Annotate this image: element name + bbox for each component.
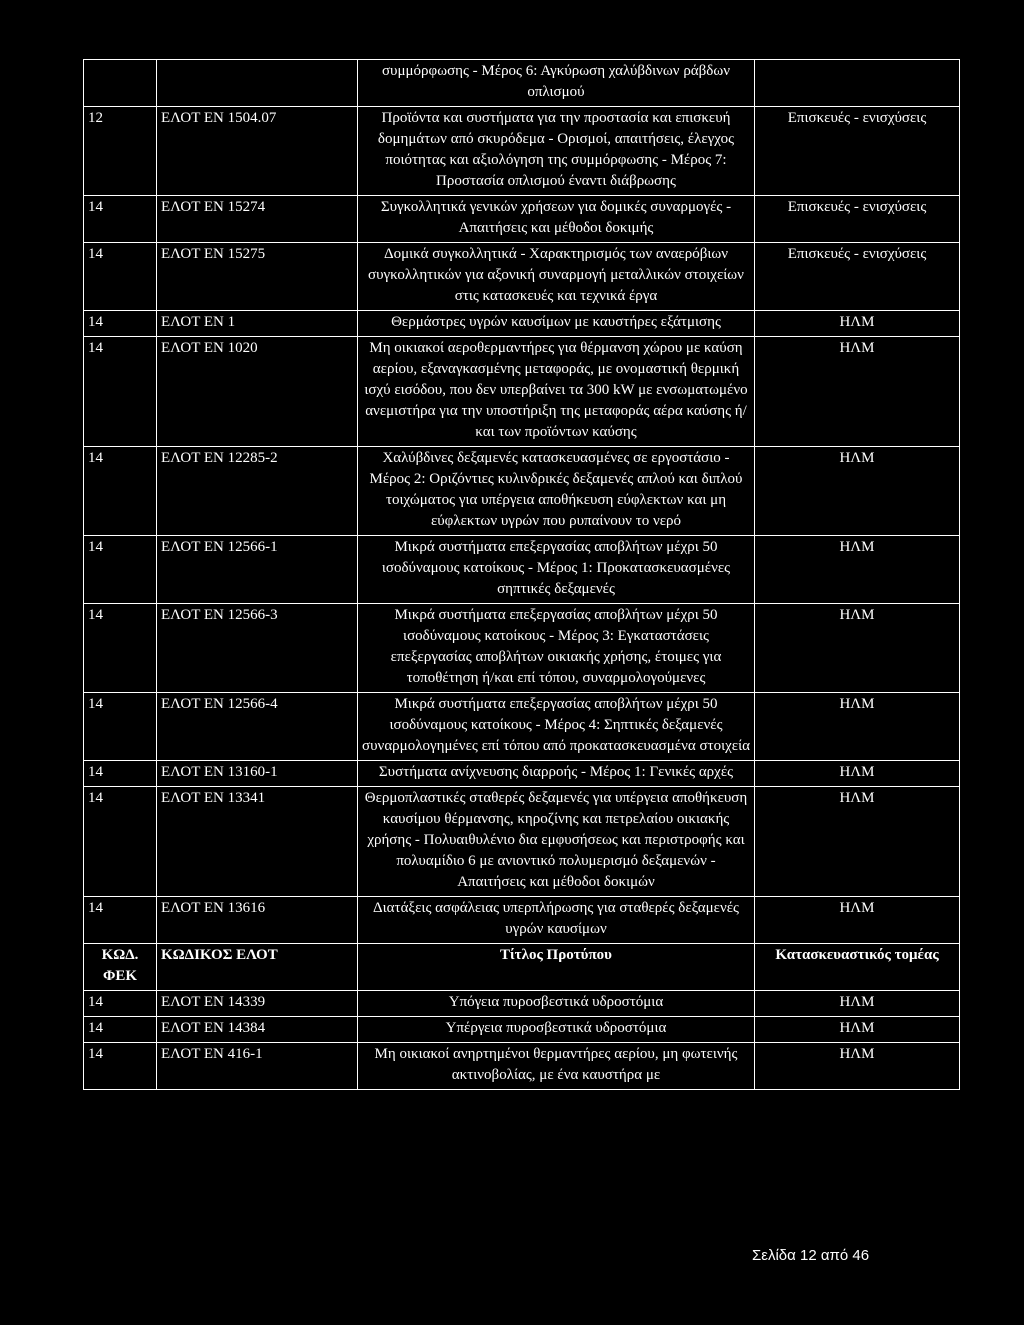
- sector-cell: ΗΛΜ: [755, 337, 960, 447]
- title-cell: Μη οικιακοί αεροθερμαντήρες για θέρμανση χώρου με καύση αερίου, εξαναγκασμένης μεταφοράς, με ονομαστική θερμική ισχύ εισόδου, που δεν υπερβαίνει τα 300 kW με ενσωματωμένο ανεμιστήρα για την υποστήριξη της μεταφοράς αέρα καύσης ή/και των προϊόντων καύσης: [358, 337, 755, 447]
- header-row: [84, 944, 960, 991]
- code-cell: ΕΛΟΤ ΕΝ 15275: [157, 243, 358, 311]
- sector-cell: ΗΛΜ: [755, 897, 960, 944]
- header-fek: ΚΩΔ. ΦΕΚ: [84, 944, 157, 991]
- fek-cell: 14: [84, 311, 157, 337]
- table-row: [84, 311, 960, 337]
- code-cell: ΕΛΟΤ ΕΝ 14384: [157, 1017, 358, 1043]
- sector-cell: ΗΛΜ: [755, 536, 960, 604]
- sector-cell: Επισκευές - ενισχύσεις: [755, 107, 960, 196]
- code-cell: ΕΛΟΤ ΕΝ 13160-1: [157, 761, 358, 787]
- table-row: [84, 1017, 960, 1043]
- title-cell: Θερμάστρες υγρών καυσίμων με καυστήρες εξάτμισης: [358, 311, 755, 337]
- sector-cell: ΗΛΜ: [755, 1043, 960, 1090]
- title-cell: Υπόγεια πυροσβεστικά υδροστόμια: [358, 991, 755, 1017]
- sector-cell: ΗΛΜ: [755, 991, 960, 1017]
- title-cell: Χαλύβδινες δεξαμενές κατασκευασμένες σε εργοστάσιο - Μέρος 2: Οριζόντιες κυλινδρικές δεξαμενές απλού και διπλού τοιχώματος για υπέργεια αποθήκευση εύφλεκτων και μη εύφλεκτων υγρών που ρυπαίνουν το νερό: [358, 447, 755, 536]
- table-body-top: [84, 60, 960, 944]
- title-cell: Υπέργεια πυροσβεστικά υδροστόμια: [358, 1017, 755, 1043]
- table-row: [84, 991, 960, 1017]
- table-row: [84, 337, 960, 447]
- table-row: [84, 787, 960, 897]
- fek-cell: 14: [84, 787, 157, 897]
- header-sector: Κατασκευαστικός τομέας: [755, 944, 960, 991]
- code-cell: ΕΛΟΤ ΕΝ 13616: [157, 897, 358, 944]
- sector-cell: ΗΛΜ: [755, 1017, 960, 1043]
- table-row: [84, 897, 960, 944]
- fek-cell: 14: [84, 196, 157, 243]
- sector-cell: ΗΛΜ: [755, 604, 960, 693]
- fek-cell: 14: [84, 1017, 157, 1043]
- header-title: Τίτλος Προτύπου: [358, 944, 755, 991]
- title-cell: Συγκολλητικά γενικών χρήσεων για δομικές συναρμογές - Απαιτήσεις και μέθοδοι δοκιμής: [358, 196, 755, 243]
- table-header: [84, 944, 960, 991]
- title-cell: Μικρά συστήματα επεξεργασίας αποβλήτων μέχρι 50 ισοδύναμους κατοίκους - Μέρος 4: Σηπτικές δεξαμενές συναρμολογημένες επί τόπου από προκατασκευασμένα στοιχεία: [358, 693, 755, 761]
- sector-cell: [755, 60, 960, 107]
- title-cell: Διατάξεις ασφάλειας υπερπλήρωσης για σταθερές δεξαμενές υγρών καυσίμων: [358, 897, 755, 944]
- code-cell: ΕΛΟΤ ΕΝ 1: [157, 311, 358, 337]
- code-cell: ΕΛΟΤ ΕΝ 1020: [157, 337, 358, 447]
- fek-cell: 14: [84, 604, 157, 693]
- sector-cell: ΗΛΜ: [755, 761, 960, 787]
- sector-cell: Επισκευές - ενισχύσεις: [755, 243, 960, 311]
- sector-cell: ΗΛΜ: [755, 693, 960, 761]
- fek-cell: 14: [84, 1043, 157, 1090]
- title-cell: συμμόρφωσης - Μέρος 6: Αγκύρωση χαλύβδινων ράβδων οπλισμού: [358, 60, 755, 107]
- code-cell: ΕΛΟΤ ΕΝ 13341: [157, 787, 358, 897]
- code-cell: ΕΛΟΤ ΕΝ 1504.07: [157, 107, 358, 196]
- fek-cell: 14: [84, 243, 157, 311]
- page-number: Σελίδα 12 από 46: [752, 1247, 870, 1264]
- fek-cell: 14: [84, 536, 157, 604]
- table-row: [84, 60, 960, 107]
- title-cell: Προϊόντα και συστήματα για την προστασία και επισκευή δομημάτων από σκυρόδεμα - Ορισμοί, απαιτήσεις, έλεγχος ποιότητας και αξιολόγηση της συμμόρφωσης - Μέρος 7: Προστασία οπλισμού έναντι διάβρωσης: [358, 107, 755, 196]
- title-cell: Θερμοπλαστικές σταθερές δεξαμενές για υπέργεια αποθήκευση καυσίμου θέρμανσης, κηροζίνης και πετρελαίου οικιακής χρήσης - Πολυαιθυλένιο δια εμφυσήσεως και περιστροφής και πολυαμίδιο 6 με ανιοντικό πολυμερισμό δεξαμενών - Απαιτήσεις και μέθοδοι δοκιμών: [358, 787, 755, 897]
- code-cell: ΕΛΟΤ ΕΝ 12566-3: [157, 604, 358, 693]
- code-cell: ΕΛΟΤ ΕΝ 12285-2: [157, 447, 358, 536]
- fek-cell: 14: [84, 693, 157, 761]
- code-cell: [157, 60, 358, 107]
- header-code: ΚΩΔΙΚΟΣ ΕΛΟΤ: [157, 944, 358, 991]
- fek-cell: 14: [84, 761, 157, 787]
- title-cell: Μικρά συστήματα επεξεργασίας αποβλήτων μέχρι 50 ισοδύναμους κατοίκους - Μέρος 3: Εγκαταστάσεις επεξεργασίας αποβλήτων οικιακής χρήσης, έτοιμες για τοποθέτηση ή/και επί τόπου, συναρμολογούμενες: [358, 604, 755, 693]
- title-cell: Συστήματα ανίχνευσης διαρροής - Μέρος 1: Γενικές αρχές: [358, 761, 755, 787]
- table-row: [84, 243, 960, 311]
- title-cell: Μη οικιακοί ανηρτημένοι θερμαντήρες αερίου, μη φωτεινής ακτινοβολίας, με ένα καυστήρα με: [358, 1043, 755, 1090]
- table-body-bottom: [84, 991, 960, 1090]
- title-cell: Δομικά συγκολλητικά - Χαρακτηρισμός των αναερόβιων συγκολλητικών για αξονική συναρμογή μεταλλικών στοιχείων στις κατασκευές και τεχνικά έργα: [358, 243, 755, 311]
- fek-cell: 14: [84, 991, 157, 1017]
- table-row: [84, 1043, 960, 1090]
- table-row: [84, 196, 960, 243]
- table-row: [84, 693, 960, 761]
- fek-cell: 14: [84, 447, 157, 536]
- code-cell: ΕΛΟΤ ΕΝ 416-1: [157, 1043, 358, 1090]
- table-row: [84, 447, 960, 536]
- fek-cell: 14: [84, 337, 157, 447]
- code-cell: ΕΛΟΤ ΕΝ 12566-4: [157, 693, 358, 761]
- table-row: [84, 107, 960, 196]
- sector-cell: ΗΛΜ: [755, 787, 960, 897]
- sector-cell: ΗΛΜ: [755, 447, 960, 536]
- table-row: [84, 761, 960, 787]
- code-cell: ΕΛΟΤ ΕΝ 14339: [157, 991, 358, 1017]
- title-cell: Μικρά συστήματα επεξεργασίας αποβλήτων μέχρι 50 ισοδύναμους κατοίκους - Μέρος 1: Προκατασκευασμένες σηπτικές δεξαμενές: [358, 536, 755, 604]
- sector-cell: Επισκευές - ενισχύσεις: [755, 196, 960, 243]
- code-cell: ΕΛΟΤ ΕΝ 12566-1: [157, 536, 358, 604]
- sector-cell: ΗΛΜ: [755, 311, 960, 337]
- fek-cell: 14: [84, 897, 157, 944]
- code-cell: ΕΛΟΤ ΕΝ 15274: [157, 196, 358, 243]
- standards-table: [83, 59, 960, 1090]
- fek-cell: [84, 60, 157, 107]
- table-row: [84, 536, 960, 604]
- table-row: [84, 604, 960, 693]
- fek-cell: 12: [84, 107, 157, 196]
